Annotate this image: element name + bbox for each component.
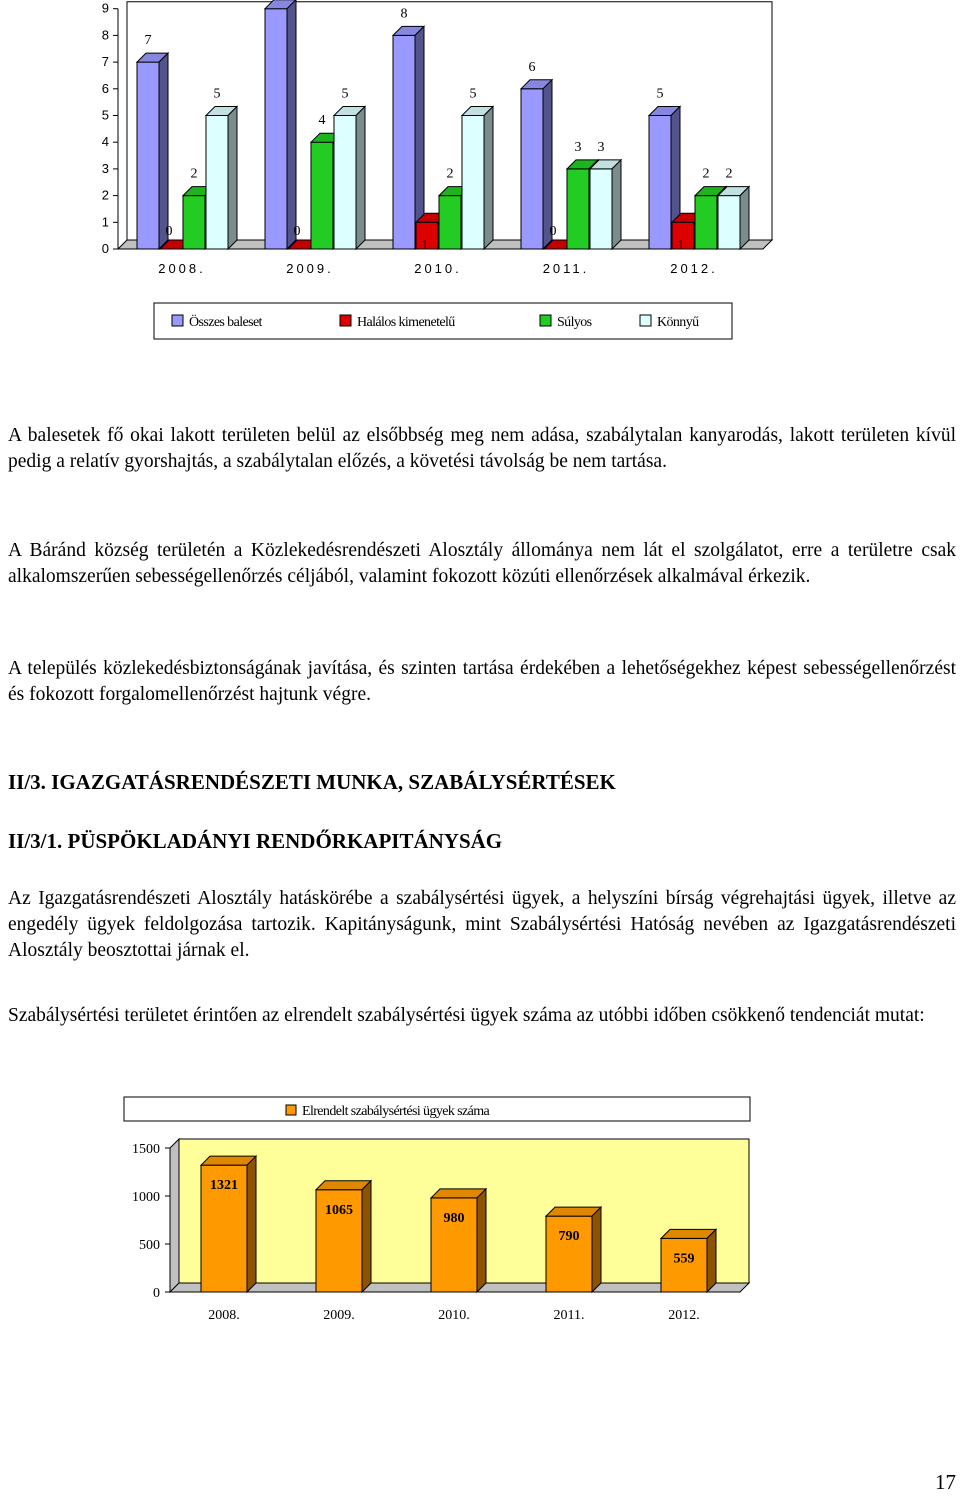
chart1-bar-front — [393, 35, 415, 249]
chart1-bar-front — [206, 116, 228, 250]
chart1-bar-front — [311, 142, 333, 249]
chart1-y-tick-label: 8 — [101, 27, 109, 43]
chart2-y-tick-label: 1500 — [132, 1142, 160, 1157]
chart1-y-tick-label: 1 — [101, 214, 109, 230]
chart1-bar-front — [183, 196, 205, 249]
chart1-legend-swatch — [172, 315, 183, 326]
chart1-x-tick-label: 2008. — [158, 261, 206, 276]
chart1-y-tick-label: 0 — [101, 241, 109, 256]
chart1-y-tick-label: 3 — [101, 160, 109, 176]
chart2-bar — [431, 1189, 486, 1292]
chart1-bar-front — [334, 116, 356, 250]
chart1-y-tick-label: 6 — [101, 80, 109, 96]
chart2-data-label: 980 — [443, 1210, 465, 1226]
chart2-legend-label: Elrendelt szabálysértési ügyek száma — [302, 1104, 490, 1119]
chart2-x-tick-label: 2009. — [323, 1308, 355, 1323]
chart1-legend-label: Összes baleset — [189, 315, 262, 330]
chart1-y-tick-label: 4 — [101, 134, 109, 150]
chart1-data-label: 4 — [318, 113, 326, 129]
chart1-data-label: 0 — [293, 224, 301, 239]
chart1-data-label: 1 — [677, 238, 685, 253]
chart1-legend-label: Halálos kimenetelű — [357, 315, 455, 330]
chart1-bar-front — [649, 116, 671, 250]
chart2-y-tick-label: 0 — [153, 1286, 160, 1301]
chart1-data-label: 8 — [400, 6, 408, 22]
chart1-bar-front — [590, 169, 612, 249]
chart2-x-tick-label: 2008. — [208, 1308, 240, 1323]
chart2-bar-side — [247, 1156, 256, 1292]
chart1-data-label: 0 — [165, 224, 173, 239]
chart1-bar-side — [484, 107, 493, 250]
chart1-bar-front — [137, 62, 159, 249]
chart2-data-label: 559 — [673, 1251, 695, 1267]
chart1-data-label: 5 — [213, 86, 221, 102]
chart1-bar-front — [695, 196, 717, 249]
page-number: 17 — [935, 1470, 956, 1494]
chart1-x-tick-label: 2009. — [286, 261, 334, 276]
paragraph-traffic-safety: A település közlekedésbiztonságának javítása, és szinten tartása érdekében a lehetőségekhez képest sebességellenőrzést és fokozott forgalomellenőrzést hajtunk végre. — [8, 658, 956, 705]
chart1-bar-front — [567, 169, 589, 249]
chart1-x-tick-label: 2011. — [542, 261, 590, 276]
chart2-bar — [546, 1207, 601, 1292]
chart1-legend-label: Súlyos — [557, 315, 592, 330]
chart1-data-label: 5 — [469, 86, 477, 102]
chart1-bar — [521, 80, 552, 249]
chart1-bar — [334, 107, 365, 250]
chart1-bar — [462, 107, 493, 250]
paragraph-trend: Szabálysértési területet érintően az elrendelt szabálysértési ügyek száma az utóbbi időben csökkenő tendenciát mutat: — [8, 1005, 925, 1026]
paragraph-admin-unit: Az Igazgatásrendészeti Alosztály hatáskörébe a szabálysértési ügyek, a helyszíni bírság végrehajtási ügyek, illetve az engedély ügyek feldolgozása tartozik. Kapitányságunk, mint Szabálysértési Hatóság nevében az Igazgatásrendészeti Alosztály beosztottai járnak el. — [8, 888, 956, 961]
chart1-bar-front — [439, 196, 461, 249]
chart2-data-label: 1321 — [210, 1178, 238, 1194]
chart1-legend-swatch — [340, 315, 351, 326]
chart1-data-label: 2 — [446, 166, 454, 182]
chart1-data-label: 3 — [574, 139, 582, 155]
chart2-y-tick-label: 500 — [139, 1238, 160, 1253]
chart2-bar — [316, 1181, 371, 1292]
chart1-data-label: 7 — [144, 33, 152, 49]
chart1-data-label: 2 — [190, 166, 198, 182]
chart1-data-label: 6 — [528, 59, 536, 75]
chart1-data-label: 1 — [421, 238, 429, 253]
chart2-side-wall — [170, 1139, 179, 1292]
chart1-data-label: 0 — [549, 224, 557, 239]
chart1-bar-front — [462, 116, 484, 250]
chart1-bar-front — [718, 196, 740, 249]
chart1-data-label: 5 — [656, 86, 664, 102]
chart1-data-label: 2 — [725, 166, 733, 182]
chart1-bar — [206, 107, 237, 250]
chart2-bar-side — [362, 1181, 371, 1292]
chart2-bar-front — [546, 1216, 592, 1292]
chart2-bar-side — [592, 1207, 601, 1292]
chart1-bar — [393, 26, 424, 249]
chart2-data-label: 1065 — [325, 1202, 353, 1218]
section-heading: II/3. IGAZGATÁSRENDÉSZETI MUNKA, SZABÁLYSÉRTÉSEK — [8, 770, 616, 794]
chart1-legend-label: Könnyű — [657, 315, 699, 330]
chart1-y-tick-label: 5 — [101, 107, 109, 123]
chart2-bar-side — [707, 1229, 716, 1292]
chart2-data-label: 790 — [558, 1229, 580, 1245]
chart1-y-tick-label: 2 — [101, 187, 109, 203]
chart1-bar — [265, 0, 296, 249]
chart1-data-label: 2 — [702, 166, 710, 182]
chart2-bar — [201, 1156, 256, 1292]
chart1-bar-front — [521, 89, 543, 249]
chart1-y-tick-label: 9 — [101, 0, 109, 16]
chart2-x-tick-label: 2010. — [438, 1308, 470, 1323]
chart1-legend-swatch — [540, 315, 551, 326]
chart1-x-tick-label: 2010. — [414, 261, 462, 276]
chart1-y-tick-label: 7 — [101, 54, 109, 70]
chart2-y-tick-label: 1000 — [132, 1190, 160, 1205]
chart1-legend-swatch — [640, 315, 651, 326]
subsection-heading: II/3/1. PÜSPÖKLADÁNYI RENDŐRKAPITÁNYSÁG — [8, 829, 503, 853]
chart1-bar — [718, 187, 749, 249]
chart2-x-tick-label: 2012. — [668, 1308, 700, 1323]
chart1-bar-side — [612, 160, 621, 249]
chart1-data-label: 3 — [597, 139, 605, 155]
accident-chart — [0, 0, 960, 345]
chart1-bar-side — [287, 0, 296, 249]
chart1-bar — [137, 53, 168, 249]
chart1-bar-side — [740, 187, 749, 249]
offence-cases-chart — [0, 1085, 960, 1330]
paragraph-barand: A Báránd község területén a Közlekedésrendészeti Alosztály állománya nem lát el szolgálatot, erre a területre csak alkalomszerűen sebességellenőrzés céljából, valamint fokozott közúti ellenőrzések alkalmával érkezik. — [8, 540, 956, 587]
chart1-bar-front — [265, 9, 287, 249]
chart1-bar — [590, 160, 621, 249]
chart1-x-tick-label: 2012. — [670, 261, 718, 276]
chart2-legend-swatch — [286, 1105, 296, 1115]
chart2-x-tick-label: 2011. — [553, 1308, 585, 1323]
chart2-bar-side — [477, 1189, 486, 1292]
chart1-data-label: 5 — [341, 86, 349, 102]
paragraph-accident-causes: A balesetek fő okai lakott területen belül az elsőbbség meg nem adása, szabálytalan kanyarodás, lakott területen kívül pedig a relatív gyorshajtás, a szabálytalan előzés, a követési távolság be nem tartása. — [8, 425, 956, 472]
chart1-bar-side — [159, 53, 168, 249]
chart1-bar-side — [356, 107, 365, 250]
chart1-bar-side — [228, 107, 237, 250]
